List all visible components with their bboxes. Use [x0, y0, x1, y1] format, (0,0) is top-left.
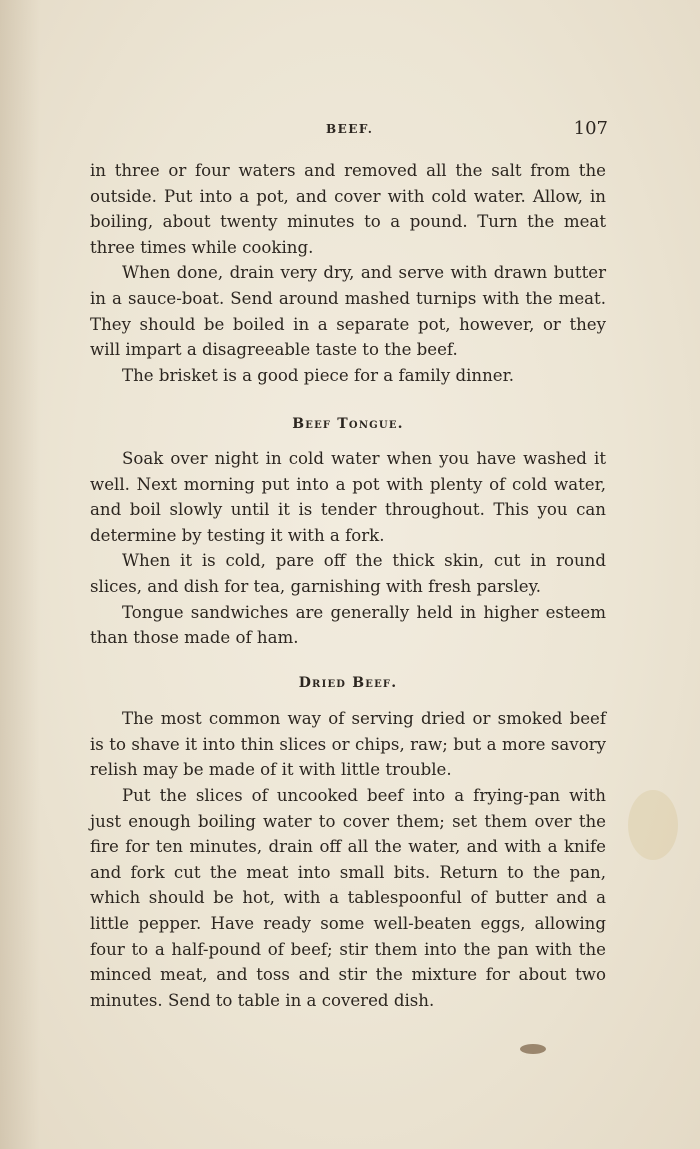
gutter-shadow — [0, 0, 40, 1149]
page-number: 107 — [573, 118, 608, 139]
section-heading-beef-tongue: Beef Tongue. — [292, 416, 404, 433]
section-heading-dried-beef: Dried Beef. — [298, 674, 398, 691]
paper-stain — [628, 790, 678, 860]
paragraph: in three or four waters and removed all the salt from the outside. Put into a pot, and cover with cold water. Allow, in boiling, about twenty minutes to a pound. Turn the meat three times while cooking. — [90, 161, 606, 257]
paragraph: Soak over night in cold water when you have washed it well. Next morning put into a pot with plenty of cold water, and boil slowly until it is tender throughout. This you can determine by testing it with a fork. — [90, 448, 606, 545]
paragraph: The most common way of serving dried or smoked beef is to shave it into thin slices or chips, raw; but a more savory relish may be made of it with little trouble. — [90, 709, 606, 780]
running-head — [88, 118, 608, 142]
paragraph: Tongue sandwiches are generally held in higher esteem than those made of ham. — [90, 602, 606, 648]
paragraph: Put the slices of uncooked beef into a frying-pan with just enough boiling water to cover them; set them over the fire for ten minutes, drain off all the water, and with a knife and fork cut the meat into small bits. Return to the pan, which should be hot, with a tablespoonful of butter and a little pepper. Have ready some well-beaten eggs, allowing four to a half-pound of beef; stir them into the pan with the minced meat, and toss and stir the mixture for about two minutes. Send to table in a covered dish. — [90, 786, 606, 1010]
paragraph: When it is cold, pare off the thick skin, cut in round slices, and dish for tea, garnishing with fresh parsley. — [90, 551, 606, 596]
page-body — [90, 158, 606, 1013]
running-title: BEEF. — [326, 122, 374, 136]
paper-stain — [520, 1044, 546, 1054]
paragraph: When done, drain very dry, and serve with drawn butter in a sauce-boat. Send around mashed turnips with the meat. They should be boiled in a separate pot, however, or they will impart a disagreeable taste to the beef. — [90, 263, 606, 360]
paragraph: The brisket is a good piece for a family dinner. — [122, 365, 514, 385]
